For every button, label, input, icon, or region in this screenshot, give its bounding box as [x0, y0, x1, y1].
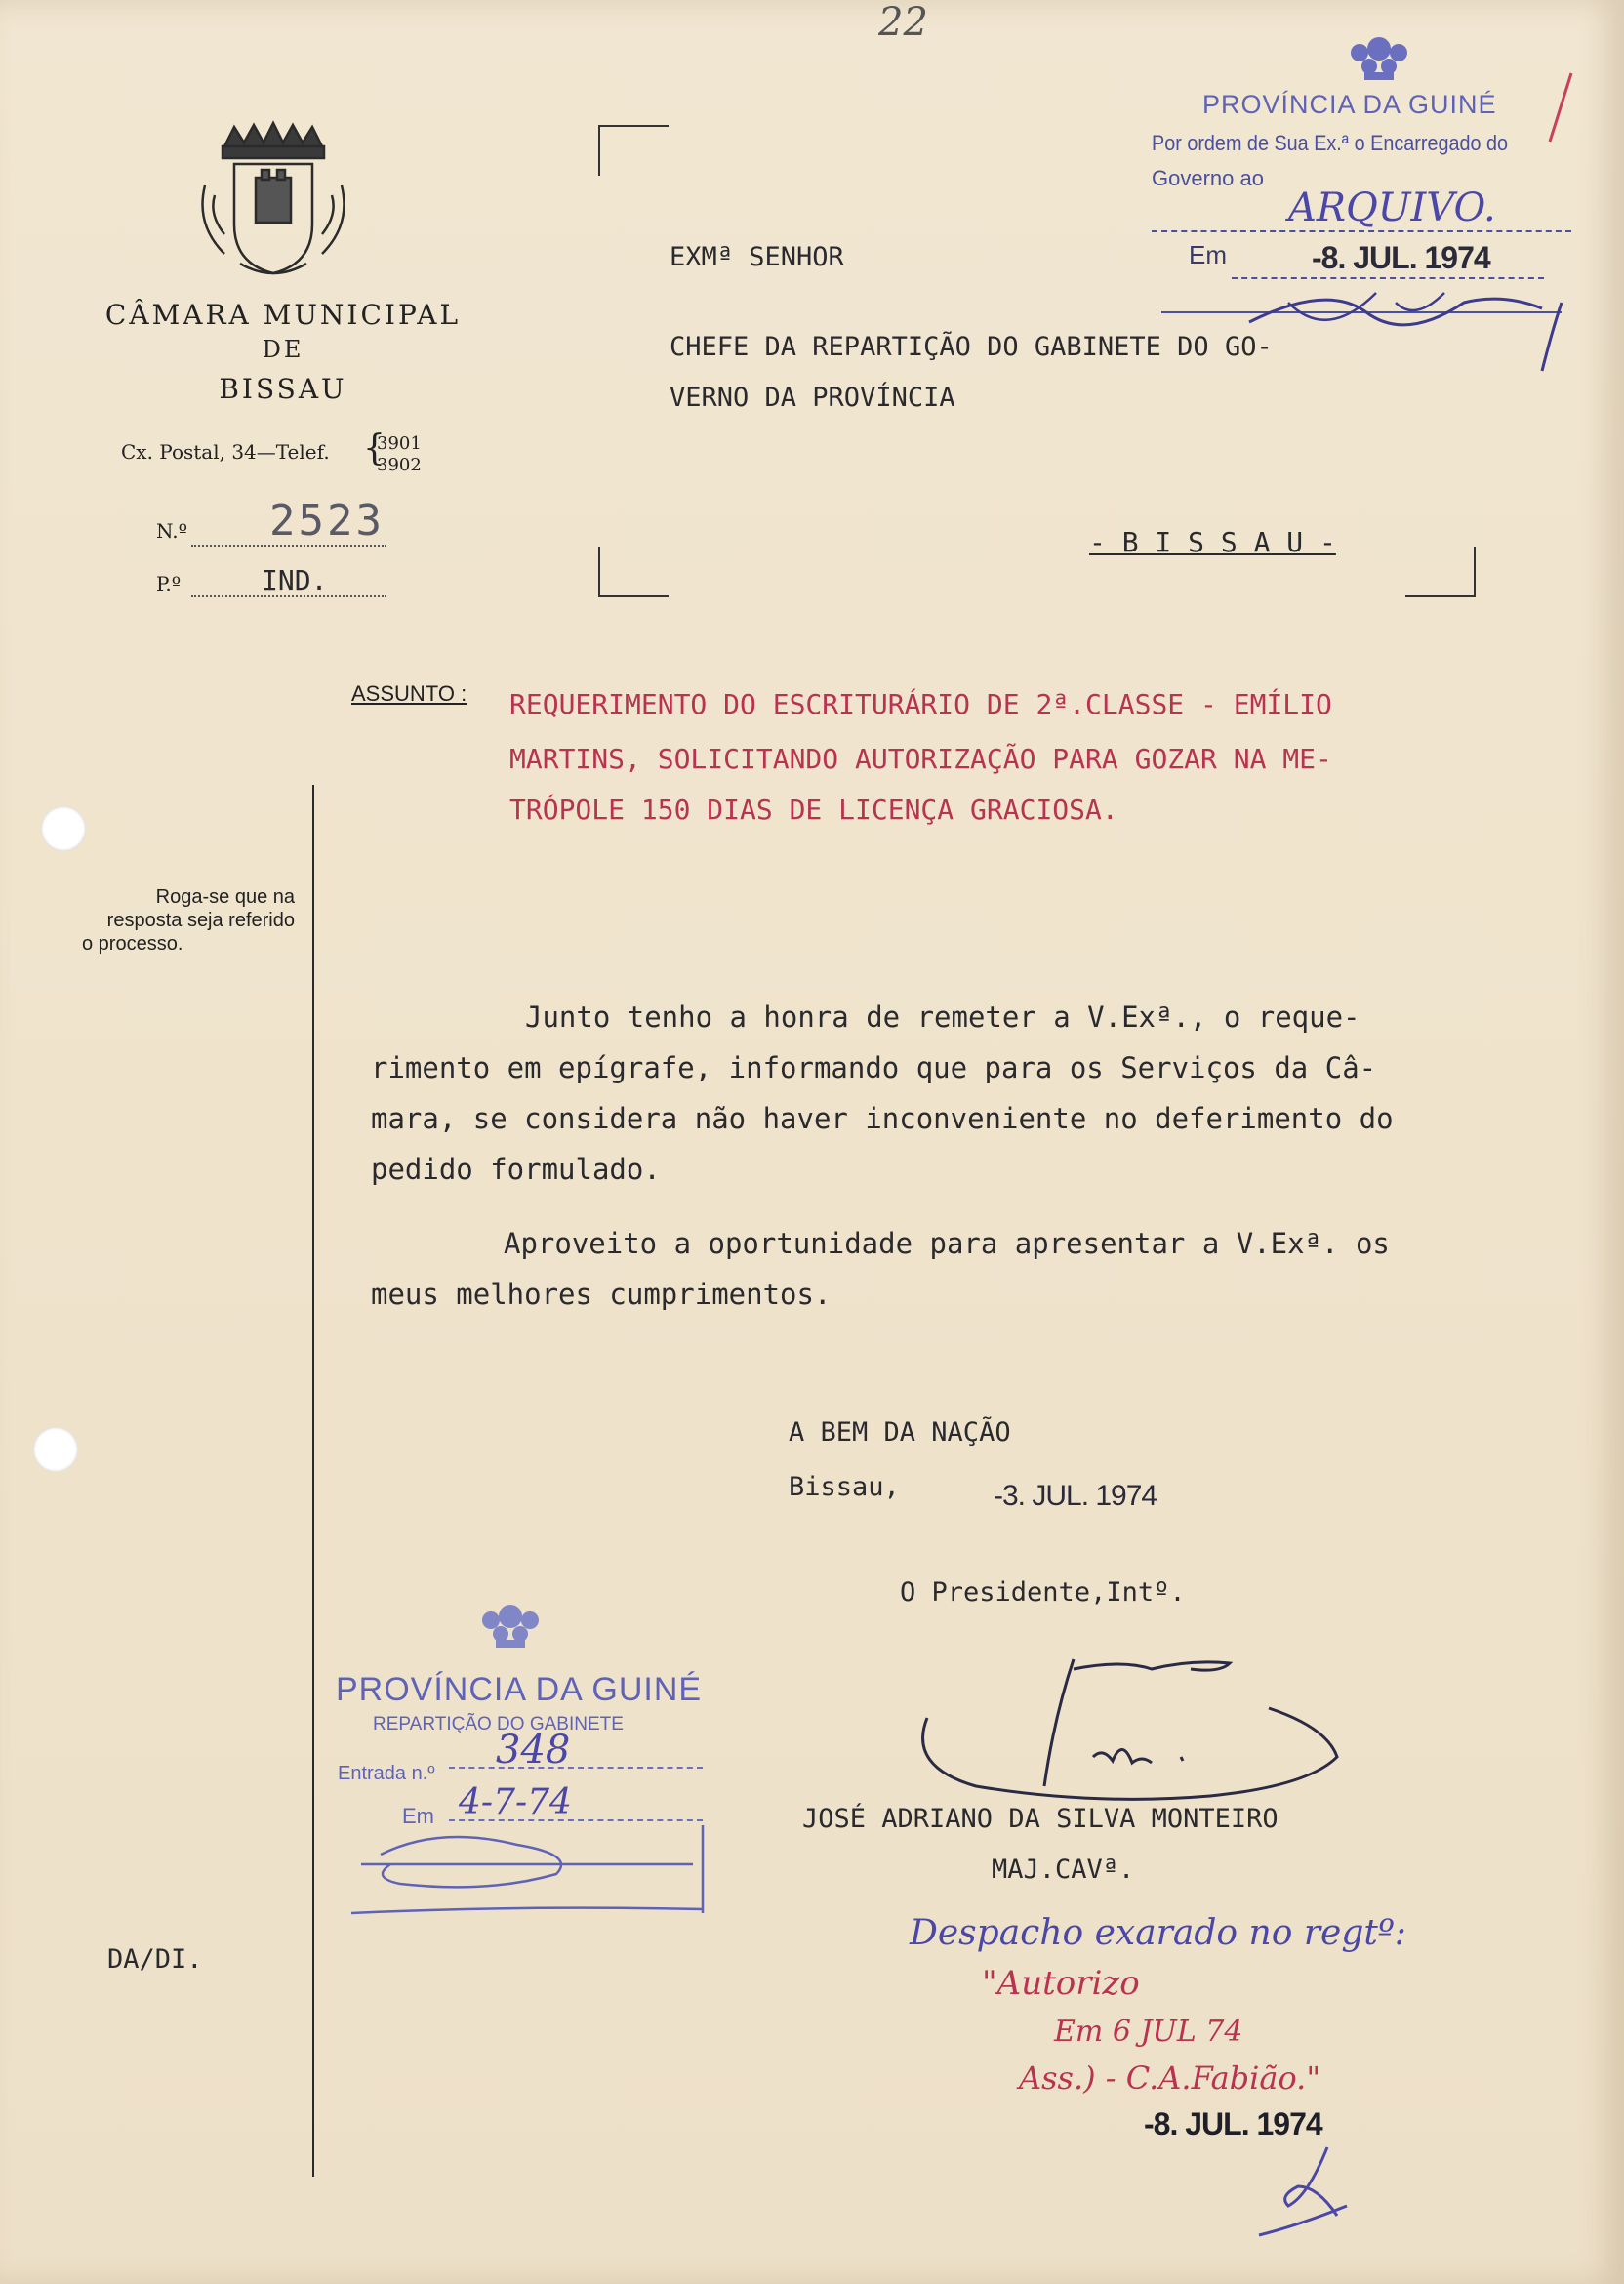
closing-motto: A BEM DA NAÇÃO [789, 1417, 1011, 1448]
stamp-crest-icon [1335, 29, 1423, 88]
coat-of-arms-emblem [185, 117, 361, 283]
punch-hole-top [41, 806, 86, 851]
subject-line2: MARTINS, SOLICITANDO AUTORIZAÇÃO PARA GOZAR NA ME- [509, 743, 1332, 775]
institution-name-line3: BISSAU [219, 373, 347, 405]
number-label: N.º [156, 519, 187, 543]
punch-hole-bottom [33, 1427, 78, 1472]
annotation-line1: Despacho exarado no regtº: [910, 1913, 1406, 1953]
annotation-line4: Ass.) - C.A.Fabião." [1019, 2060, 1321, 2097]
stamp-bottom-signature [342, 1815, 712, 1923]
president-signature [898, 1640, 1366, 1815]
annotation-initials [1249, 2138, 1366, 2245]
stamp-bottom-entry-number: 348 [496, 1728, 571, 1773]
addressee-line2: VERNO DA PROVÍNCIA [670, 383, 955, 413]
addressee-city: - B I S S A U - [1089, 526, 1336, 558]
institution-name-line1: CÂMARA MUNICIPAL [104, 299, 462, 331]
subject-line1: REQUERIMENTO DO ESCRITURÁRIO DE 2ª.CLASSE - EMÍLIO [509, 688, 1332, 720]
stamp-top-date: -8. JUL. 1974 [1312, 240, 1490, 275]
stamp-top-archive-handwritten: ARQUIVO. [1288, 185, 1496, 230]
address-corner-bl [598, 547, 669, 597]
annotation-date-stamp: -8. JUL. 1974 [1144, 2106, 1322, 2141]
phone-number-2: 3902 [377, 455, 422, 475]
address-corner-br [1405, 547, 1476, 597]
stamp-bottom-crest-icon [467, 1597, 554, 1655]
stamp-top-order: Por ordem de Sua Ex.ª o Encarregado do [1152, 131, 1509, 155]
body-p1-line2: rimento em epígrafe, informando que para os Serviços da Câ- [371, 1051, 1377, 1084]
phone-number-1: 3901 [377, 433, 422, 454]
addressee-line1: CHEFE DA REPARTIÇÃO DO GABINETE DO GO- [670, 332, 1273, 362]
stamp-bottom-date: 4-7-74 [459, 1782, 572, 1822]
phone-brace: { [363, 428, 386, 469]
stamp-bottom-entry-line [449, 1767, 703, 1769]
side-note-line2: resposta seja referido [106, 910, 295, 931]
side-note-line3: o processo. [82, 933, 183, 955]
contact-info: Cx. Postal, 34—Telef. [121, 440, 330, 464]
signatory-rank: MAJ.CAVª. [992, 1855, 1135, 1885]
side-note-line1: Roga-se que na [155, 886, 295, 908]
stamp-bottom-office: REPARTIÇÃO DO GABINETE [373, 1714, 624, 1734]
address-corner-tl [598, 125, 669, 176]
stamp-top-signature [1152, 273, 1581, 381]
stamp-top-government: Governo ao [1152, 166, 1264, 190]
stamp-top-date-label: Em [1189, 240, 1227, 269]
subject-line3: TRÓPOLE 150 DIAS DE LICENÇA GRACIOSA. [509, 794, 1118, 826]
addressee-salutation: EXMª SENHOR [670, 242, 844, 272]
stamp-bottom-entry-label: Entrada n.º [338, 1763, 435, 1784]
stamp-top-red-slash [1542, 68, 1581, 146]
number-value: 2523 [269, 496, 385, 546]
stamp-top-archive-line [1152, 230, 1571, 232]
body-p1-line3: mara, se considera não haver inconveniente no deferimento do [371, 1102, 1394, 1135]
closing-role: O Presidente,Intº. [900, 1577, 1186, 1608]
body-p1-line1: Junto tenho a honra de remeter a V.Exª., o reque- [525, 1000, 1360, 1034]
body-p1-line4: pedido formulado. [371, 1153, 661, 1186]
subject-label: ASSUNTO : [351, 681, 467, 706]
annotation-line2: "Autorizo [982, 1964, 1140, 2003]
stamp-top-province: PROVÍNCIA DA GUINÉ [1202, 90, 1497, 119]
body-p2-line1: Aproveito a oportunidade para apresentar a V.Exª. os [504, 1227, 1390, 1260]
stamp-bottom-province: PROVÍNCIA DA GUINÉ [336, 1671, 703, 1708]
reference-code: DA/DI. [107, 1944, 203, 1975]
process-label: P.º [156, 572, 182, 595]
stamp-bottom-date-label: Em [402, 1804, 434, 1828]
process-value: IND. [262, 564, 328, 596]
closing-date-stamp: -3. JUL. 1974 [994, 1480, 1157, 1512]
closing-place: Bissau, [789, 1472, 900, 1502]
body-p2-line2: meus melhores cumprimentos. [371, 1278, 832, 1311]
institution-name-line2: DE [262, 336, 304, 363]
signatory-name: JOSÉ ADRIANO DA SILVA MONTEIRO [802, 1804, 1279, 1834]
margin-rule [312, 785, 314, 2177]
annotation-line3: Em 6 JUL 74 [1054, 2015, 1243, 2049]
page-number: 22 [878, 0, 928, 45]
